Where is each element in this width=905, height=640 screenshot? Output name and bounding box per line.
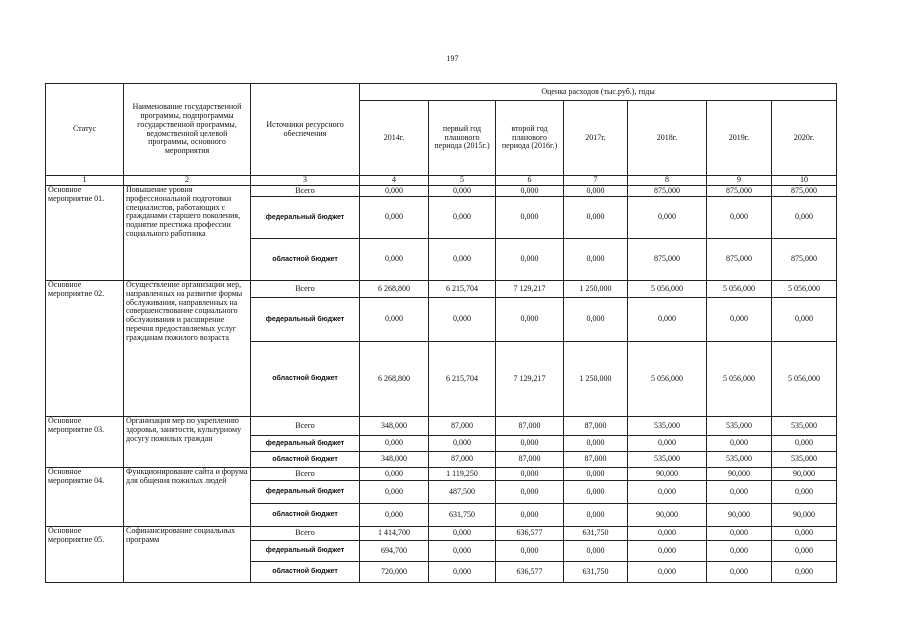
expense-value: 875,000 [628,239,707,281]
expense-value: 0,000 [628,298,707,342]
funding-source: федеральный бюджет [251,298,360,342]
measures-body [46,186,837,583]
expense-value: 0,000 [564,481,628,504]
expense-value: 631,750 [429,504,496,527]
column-index: 1 [46,176,124,186]
expense-value: 875,000 [772,239,837,281]
funding-source: областной бюджет [251,504,360,527]
expense-value: 6 268,800 [360,281,429,298]
header-year-2016: второй год планового периода (2016г.) [496,101,564,176]
expense-value: 0,000 [628,481,707,504]
expense-value: 0,000 [429,436,496,452]
expense-value: 0,000 [360,468,429,481]
funding-source: Всего [251,468,360,481]
header-year-2019: 2019г. [707,101,772,176]
expense-value: 631,750 [564,562,628,583]
header-year-2017: 2017г. [564,101,628,176]
funding-source: областной бюджет [251,562,360,583]
measure-status: Основное мероприятие 03. [46,417,124,468]
expense-value: 0,000 [628,562,707,583]
funding-source: федеральный бюджет [251,481,360,504]
expense-value: 90,000 [628,468,707,481]
expense-value: 0,000 [772,436,837,452]
column-index-row [46,176,837,186]
expense-value: 0,000 [564,186,628,197]
expense-value: 348,000 [360,452,429,468]
expense-value: 0,000 [772,562,837,583]
expense-value: 6 215,704 [429,342,496,417]
column-index: 8 [628,176,707,186]
table-row [46,527,837,541]
expense-value: 0,000 [564,504,628,527]
column-index: 4 [360,176,429,186]
expense-value: 0,000 [707,527,772,541]
page-number: 197 [446,54,459,63]
expense-value: 0,000 [496,481,564,504]
expense-value: 0,000 [360,239,429,281]
expense-value: 0,000 [360,197,429,239]
expense-value: 7 129,217 [496,342,564,417]
expense-value: 0,000 [429,562,496,583]
expense-value: 0,000 [772,197,837,239]
funding-source: областной бюджет [251,239,360,281]
measure-status: Основное мероприятие 05. [46,527,124,583]
expense-value: 0,000 [496,541,564,562]
expense-value: 0,000 [360,436,429,452]
expense-value: 636,577 [496,562,564,583]
expense-value: 487,500 [429,481,496,504]
expense-value: 87,000 [429,452,496,468]
expense-value: 5 056,000 [707,342,772,417]
measure-status: Основное мероприятие 01. [46,186,124,281]
funding-source: Всего [251,186,360,197]
expense-value: 0,000 [496,186,564,197]
expense-value: 0,000 [628,527,707,541]
expense-value: 1 414,700 [360,527,429,541]
expense-value: 0,000 [564,541,628,562]
expense-value: 720,000 [360,562,429,583]
funding-source: федеральный бюджет [251,541,360,562]
column-index: 10 [772,176,837,186]
expense-value: 0,000 [564,239,628,281]
expense-value: 1 119,250 [429,468,496,481]
expense-value: 87,000 [429,417,496,436]
expense-value: 0,000 [707,541,772,562]
expense-value: 90,000 [772,504,837,527]
expense-value: 0,000 [496,468,564,481]
header-year-2014: 2014г. [360,101,429,176]
measure-name: Осуществление организации мер, направленных на развитие формы обслуживания, направленных на совершенствование социального обслуживания и расширение перечня предоставляемых услуг гражданам пожилого возраста [124,281,251,417]
budget-table [45,83,837,583]
expense-value: 875,000 [707,239,772,281]
expense-value: 0,000 [429,541,496,562]
expense-value: 535,000 [772,417,837,436]
header-status: Статус [46,84,124,176]
expense-value: 0,000 [772,541,837,562]
expense-value: 348,000 [360,417,429,436]
expense-value: 90,000 [707,504,772,527]
expense-value: 0,000 [707,562,772,583]
measure-name: Функционирование сайта и форума для общения пожилых людей [124,468,251,527]
expense-value: 90,000 [772,468,837,481]
funding-source: Всего [251,417,360,436]
expense-value: 0,000 [496,436,564,452]
measure-name: Организация мер по укреплению здоровья, занятости, культурному досугу пожилых граждан [124,417,251,468]
expense-value: 0,000 [496,239,564,281]
expense-value: 0,000 [564,436,628,452]
expense-value: 0,000 [628,541,707,562]
column-index: 3 [251,176,360,186]
expense-value: 0,000 [429,186,496,197]
column-index: 6 [496,176,564,186]
expense-value: 535,000 [707,452,772,468]
measure-name: Софинансирование социальных программ [124,527,251,583]
expense-value: 90,000 [707,468,772,481]
expense-value: 0,000 [429,298,496,342]
measure-name: Повышение уровня профессиональной подготовки специалистов, работающих с гражданами старшего поколения, поднятие престижа профессии социального работника [124,186,251,281]
header-name: Наименование государственной программы, подпрограммы государственной программы, ведомственной целевой программы, основного мероприятия [124,84,251,176]
expense-value: 875,000 [707,186,772,197]
expense-value: 0,000 [429,197,496,239]
expense-value: 87,000 [496,452,564,468]
column-index: 2 [124,176,251,186]
table-row [46,417,837,436]
expense-value: 0,000 [496,197,564,239]
expense-value: 90,000 [628,504,707,527]
expense-value: 0,000 [360,298,429,342]
expense-value: 5 056,000 [628,281,707,298]
expense-value: 0,000 [360,481,429,504]
expense-value: 0,000 [628,197,707,239]
expense-value: 87,000 [496,417,564,436]
expense-value: 5 056,000 [772,281,837,298]
column-index: 9 [707,176,772,186]
expense-value: 535,000 [707,417,772,436]
column-index: 7 [564,176,628,186]
expense-value: 636,577 [496,527,564,541]
expense-value: 631,750 [564,527,628,541]
expense-value: 1 250,000 [564,342,628,417]
funding-source: областной бюджет [251,452,360,468]
expense-value: 5 056,000 [707,281,772,298]
expense-value: 0,000 [628,436,707,452]
funding-source: федеральный бюджет [251,436,360,452]
expense-value: 5 056,000 [628,342,707,417]
header-year-2015: первый год планового периода (2015г.) [429,101,496,176]
expense-value: 87,000 [564,417,628,436]
expense-value: 0,000 [772,298,837,342]
expense-value: 0,000 [707,436,772,452]
expense-value: 0,000 [772,481,837,504]
measure-status: Основное мероприятие 04. [46,468,124,527]
column-index: 5 [429,176,496,186]
table-row [46,468,837,481]
header-sources: Источники ресурсного обеспечения [251,84,360,176]
expense-value: 6 268,800 [360,342,429,417]
funding-source: Всего [251,527,360,541]
table-row [46,186,837,197]
expense-value: 0,000 [772,527,837,541]
expense-value: 5 056,000 [772,342,837,417]
funding-source: Всего [251,281,360,298]
expense-value: 0,000 [707,481,772,504]
expense-value: 6 215,704 [429,281,496,298]
expense-value: 0,000 [564,197,628,239]
expense-value: 0,000 [360,186,429,197]
expense-value: 0,000 [429,527,496,541]
expense-value: 875,000 [628,186,707,197]
expense-value: 0,000 [360,504,429,527]
expense-value: 7 129,217 [496,281,564,298]
expense-value: 0,000 [429,239,496,281]
expense-value: 535,000 [628,452,707,468]
expense-value: 0,000 [707,197,772,239]
measure-status: Основное мероприятие 02. [46,281,124,417]
expense-value: 0,000 [496,298,564,342]
expense-value: 0,000 [707,298,772,342]
expense-value: 875,000 [772,186,837,197]
funding-source: областной бюджет [251,342,360,417]
header-year-2018: 2018г. [628,101,707,176]
header-expenses: Оценка расходов (тыс.руб.), годы [360,84,837,101]
expense-value: 535,000 [772,452,837,468]
expense-value: 87,000 [564,452,628,468]
expense-value: 694,700 [360,541,429,562]
expense-value: 1 250,000 [564,281,628,298]
expense-value: 0,000 [564,298,628,342]
table-row [46,281,837,298]
expense-value: 0,000 [564,468,628,481]
expense-value: 535,000 [628,417,707,436]
expense-value: 0,000 [496,504,564,527]
funding-source: федеральный бюджет [251,197,360,239]
header-year-2020: 2020г. [772,101,837,176]
